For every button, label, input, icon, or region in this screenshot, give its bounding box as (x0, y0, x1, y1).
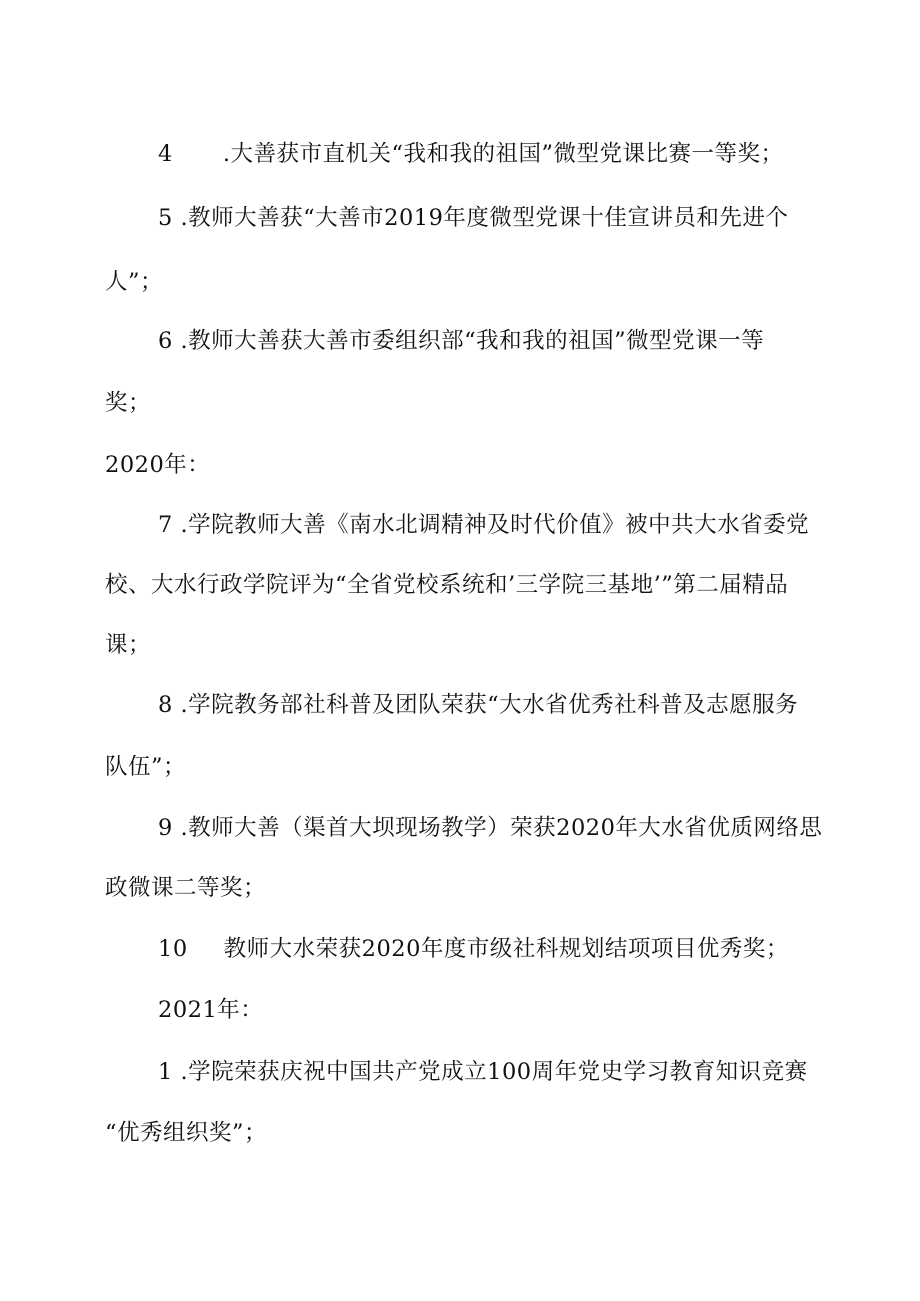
item-4 (158, 139, 784, 169)
item-8-line-1 (158, 690, 798, 720)
item-text: .教师大善（渠首大坝现场教学）荣获2020年大水省优质网络思 (180, 815, 823, 841)
item-text: 奖； (105, 390, 152, 416)
item-text: “优秀组织奖”； (105, 1120, 268, 1146)
item-7-line-2 (105, 570, 788, 600)
item-number: 5 (158, 205, 173, 231)
item-10 (158, 934, 789, 964)
item-text: .教师大善获“大善市2019年度微型党课十佳宣讲员和先进个 (180, 205, 789, 231)
item-text: .大善获市直机关“我和我的祖国”微型党课比赛一等奖； (222, 141, 784, 167)
year-heading-2020 (105, 450, 210, 480)
item-6-line-1 (158, 326, 764, 356)
item-7-line-3 (105, 630, 151, 660)
year-label: 2020年： (105, 452, 211, 478)
item-1-2021-line-2 (105, 1118, 267, 1148)
item-number: 9 (158, 815, 173, 841)
item-number: 10 (158, 936, 188, 962)
item-5-line-2 (105, 267, 163, 297)
item-text: 人”； (105, 269, 164, 295)
item-text: 政微课二等奖； (105, 875, 267, 901)
item-number: 8 (158, 692, 173, 718)
item-text: .学院教务部社科普及团队荣获“大水省优秀社科普及志愿服务 (180, 692, 799, 718)
item-number: 7 (158, 512, 173, 538)
item-8-line-2 (105, 752, 186, 782)
item-text: 队伍”； (105, 754, 187, 780)
item-number: 4 (158, 141, 173, 167)
item-text: 课； (105, 632, 152, 658)
item-number: 1 (158, 1059, 173, 1085)
year-heading-2021 (158, 995, 263, 1025)
item-6-line-2 (105, 388, 151, 418)
item-7-line-1 (158, 510, 809, 540)
item-text: .教师大善获大善市委组织部“我和我的祖国”微型党课一等 (180, 328, 765, 354)
year-label: 2021年： (158, 997, 264, 1023)
item-5-line-1 (158, 203, 788, 233)
item-text: 教师大水荣获2020年度市级社科规划结项项目优秀奖； (223, 936, 789, 962)
item-9-line-1 (158, 813, 822, 843)
item-number: 6 (158, 328, 173, 354)
item-text: 校、大水行政学院评为“全省党校系统和’三学院三基地’”第二届精品 (105, 572, 789, 598)
item-text: .学院荣获庆祝中国共产党成立100周年党史学习教育知识竞赛 (180, 1059, 808, 1085)
item-1-2021-line-1 (158, 1057, 808, 1087)
item-9-line-2 (105, 873, 266, 903)
item-text: .学院教师大善《南水北调精神及时代价值》被中共大水省委党 (180, 512, 810, 538)
